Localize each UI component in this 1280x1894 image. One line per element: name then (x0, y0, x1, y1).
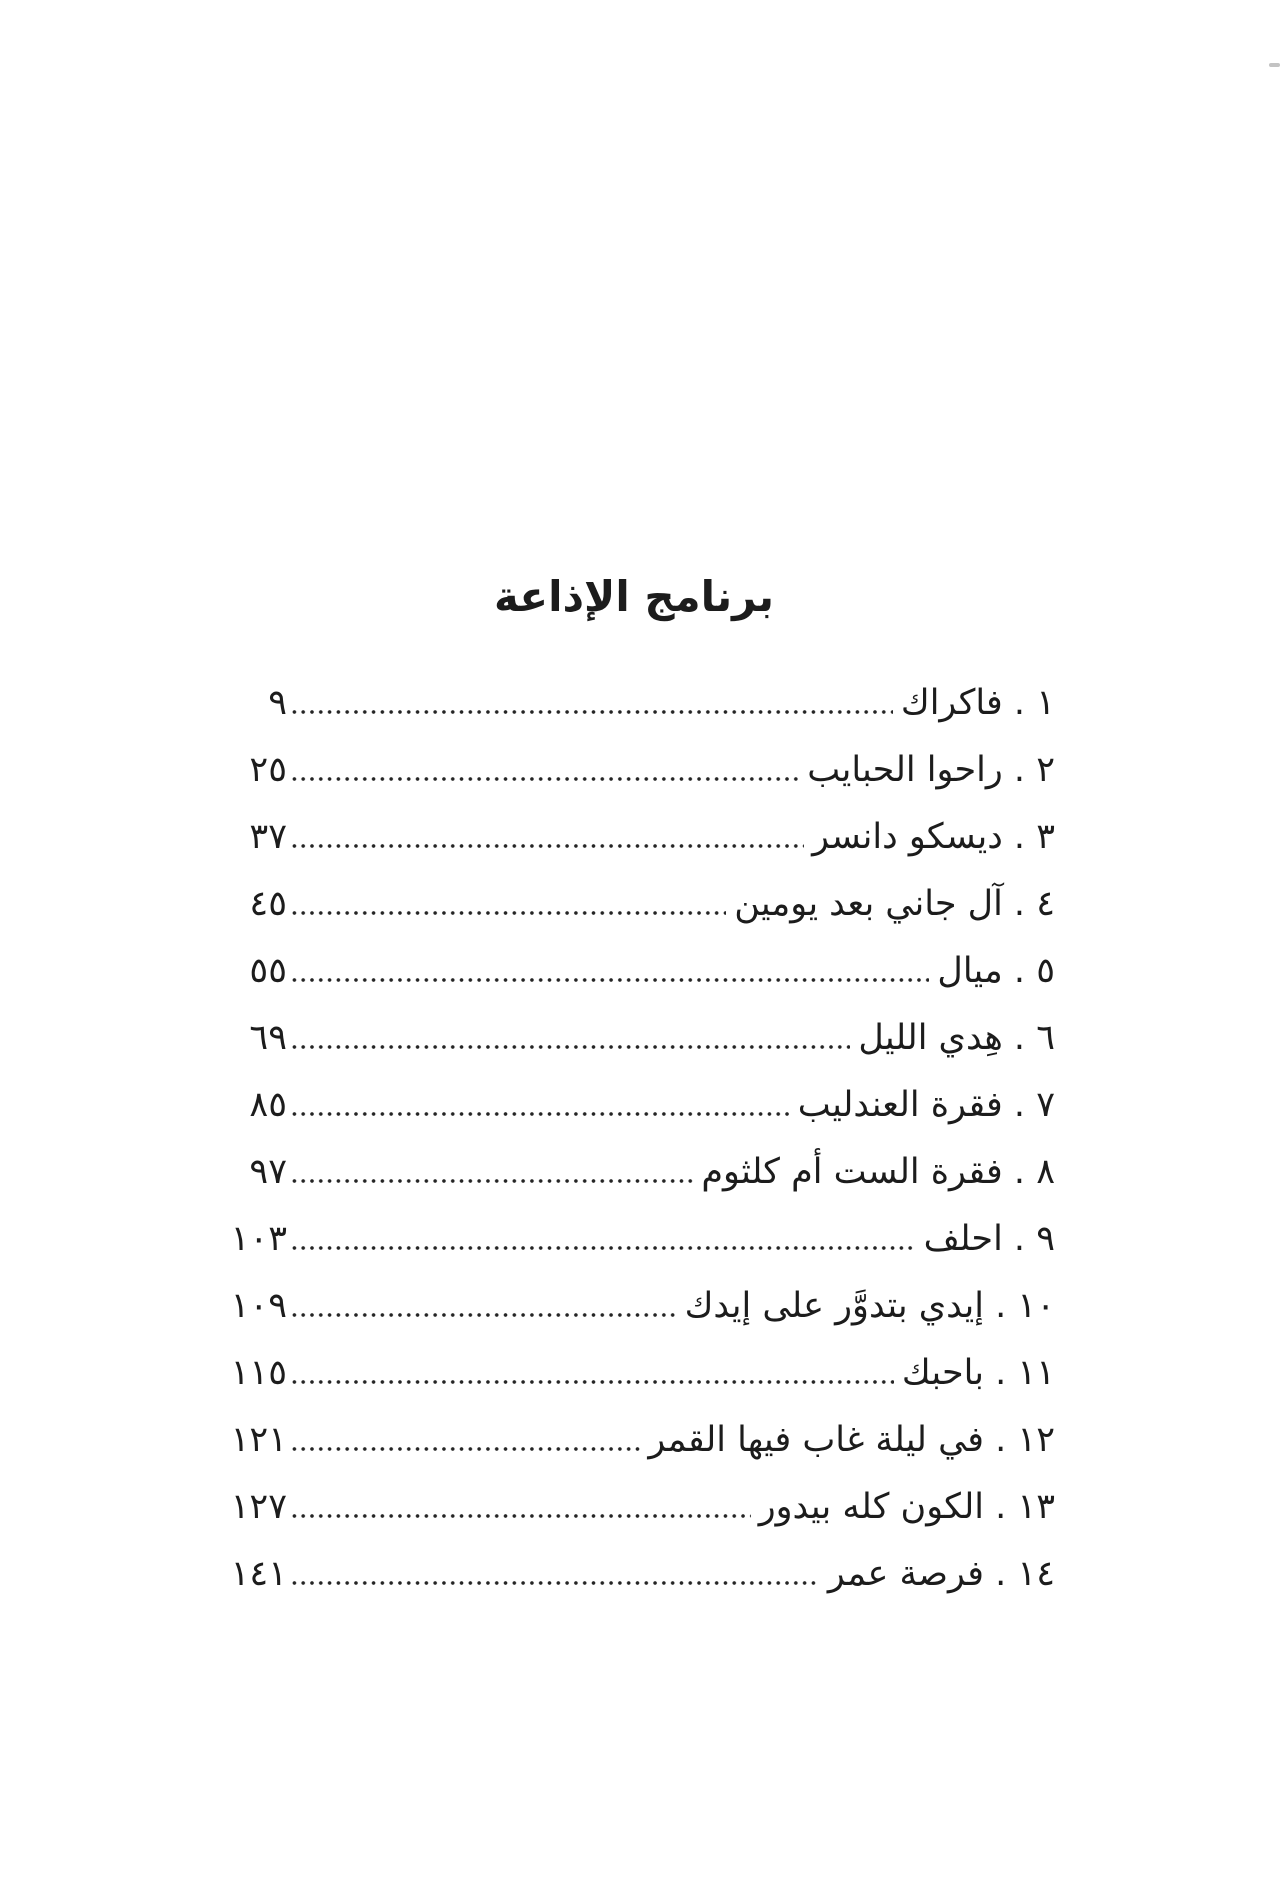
toc-entry (215, 1072, 1055, 1139)
toc-entry-number: ٢ (1036, 750, 1055, 790)
toc-entry-title: إيدي بتدوَّر على إيدك (684, 1286, 984, 1326)
toc-entry-page: ٤٥ (249, 884, 287, 924)
toc-entry-title: باحبك (901, 1353, 984, 1393)
dotted-leader (290, 1045, 850, 1049)
toc-entry-label (648, 1407, 1055, 1474)
toc-entry-number: ٨ (1036, 1152, 1055, 1192)
dotted-leader (290, 978, 929, 982)
toc-entry-label (807, 737, 1055, 804)
toc-entry-title: الكون كله بيدور (758, 1487, 984, 1527)
toc-entry-number: ١٠ (1017, 1286, 1055, 1326)
dotted-leader (290, 1447, 640, 1451)
toc-entry-label (902, 1340, 1055, 1407)
toc-entry (215, 1541, 1055, 1608)
toc-entry-separator: . (1002, 1018, 1037, 1058)
toc-entry-separator: . (1002, 750, 1037, 790)
toc-entry-title: فقرة العندليب (797, 1085, 1003, 1125)
toc-entry-number: ٩ (1036, 1219, 1055, 1259)
toc-entry-separator: . (1002, 951, 1037, 991)
toc-entry-number: ٧ (1036, 1085, 1055, 1125)
toc-entry-page: ١٠٩ (230, 1286, 287, 1326)
toc-entry (215, 1005, 1055, 1072)
toc-entry-page: ١٢١ (230, 1420, 287, 1460)
toc-entry-page: ١٢٧ (230, 1487, 287, 1527)
toc-entry (215, 1474, 1055, 1541)
toc-entry-label (812, 804, 1055, 871)
toc-entry-page: ٣٧ (249, 817, 287, 857)
toc-entry-label (734, 871, 1055, 938)
toc-entry-label (858, 1005, 1055, 1072)
dotted-leader (290, 777, 799, 781)
toc-entry (215, 1340, 1055, 1407)
dotted-leader (290, 911, 726, 915)
toc-entry-page: ٥٥ (249, 951, 287, 991)
dotted-leader (290, 710, 893, 714)
toc-entry-page: ١١٥ (230, 1353, 287, 1393)
toc-entry-separator: . (984, 1420, 1018, 1460)
dotted-leader (290, 1246, 916, 1250)
toc-entry-number: ١٤ (1017, 1554, 1055, 1594)
toc-entry-separator: . (984, 1286, 1018, 1326)
toc-entry (215, 1139, 1055, 1206)
toc-entry-title: هِدي الليل (858, 1018, 1003, 1058)
toc-entry-number: ٥ (1036, 951, 1055, 991)
toc-entry-label (701, 1139, 1055, 1206)
toc-entry-title: فرصة عمر (827, 1554, 984, 1594)
dotted-leader (290, 1581, 820, 1585)
toc-entry-page: ٦٩ (249, 1018, 287, 1058)
toc-entry-title: في ليلة غاب فيها القمر (648, 1420, 984, 1460)
toc-entry (215, 1273, 1055, 1340)
toc-entry-separator: . (1002, 1219, 1037, 1259)
toc-entry-separator: . (1002, 884, 1037, 924)
toc-entry-number: ١٢ (1017, 1420, 1055, 1460)
scan-artifact-mark (1269, 63, 1280, 67)
toc-entry-number: ٦ (1036, 1018, 1055, 1058)
toc-entry (215, 737, 1055, 804)
toc-entry-separator: . (1002, 817, 1037, 857)
toc-entry-number: ٤ (1036, 884, 1055, 924)
toc-entry-title: احلف (923, 1219, 1003, 1259)
toc-entry (215, 938, 1055, 1005)
toc-entry-number: ١٣ (1017, 1487, 1055, 1527)
toc-entry (215, 670, 1055, 737)
toc-entry-number: ٣ (1036, 817, 1055, 857)
toc-entry-title: ديسكو دانسر (812, 817, 1003, 857)
toc-entry-page: ٢٥ (249, 750, 287, 790)
dotted-leader (290, 1313, 677, 1317)
dotted-leader (290, 1112, 790, 1116)
toc-entry-page: ٨٥ (249, 1085, 287, 1125)
toc-entry (215, 804, 1055, 871)
toc-entry (215, 1206, 1055, 1273)
toc-entry-label (685, 1273, 1055, 1340)
toc-entry-title: فاكراك (900, 683, 1003, 723)
toc-entry-label (759, 1474, 1055, 1541)
toc-entry-number: ١١ (1017, 1353, 1055, 1393)
toc-entry-separator: . (1002, 683, 1037, 723)
toc-entry-page: ١٠٣ (230, 1219, 287, 1259)
toc-entry-separator: . (984, 1487, 1018, 1527)
toc-entry-label (937, 938, 1055, 1005)
toc-entry-page: ٩٧ (249, 1152, 287, 1192)
toc-entry-title: ميال (937, 951, 1003, 991)
page-title: برنامج الإذاعة (493, 572, 775, 622)
toc-entry (215, 1407, 1055, 1474)
toc-entry-title: راحوا الحبايب (807, 750, 1003, 790)
toc-entry-separator: . (1002, 1152, 1037, 1192)
toc-entry-title: فقرة الست أم كلثوم (701, 1152, 1003, 1192)
toc-entry-label (798, 1072, 1055, 1139)
toc-entry-label (924, 1206, 1055, 1273)
toc-entry-label (901, 670, 1055, 737)
toc-entry-label (828, 1541, 1055, 1608)
toc-list (215, 670, 1055, 1608)
toc-entry-separator: . (1002, 1085, 1037, 1125)
toc-entry (215, 871, 1055, 938)
toc-entry-title: آل جاني بعد يومين (734, 884, 1003, 924)
toc-entry-separator: . (984, 1554, 1018, 1594)
dotted-leader (290, 1514, 751, 1518)
dotted-leader (290, 1179, 693, 1183)
toc-entry-separator: . (984, 1353, 1018, 1393)
dotted-leader (290, 844, 804, 848)
toc-entry-page: ١٤١ (230, 1554, 287, 1594)
toc-entry-number: ١ (1036, 683, 1055, 723)
dotted-leader (290, 1380, 894, 1384)
toc-entry-page: ٩ (268, 683, 287, 723)
